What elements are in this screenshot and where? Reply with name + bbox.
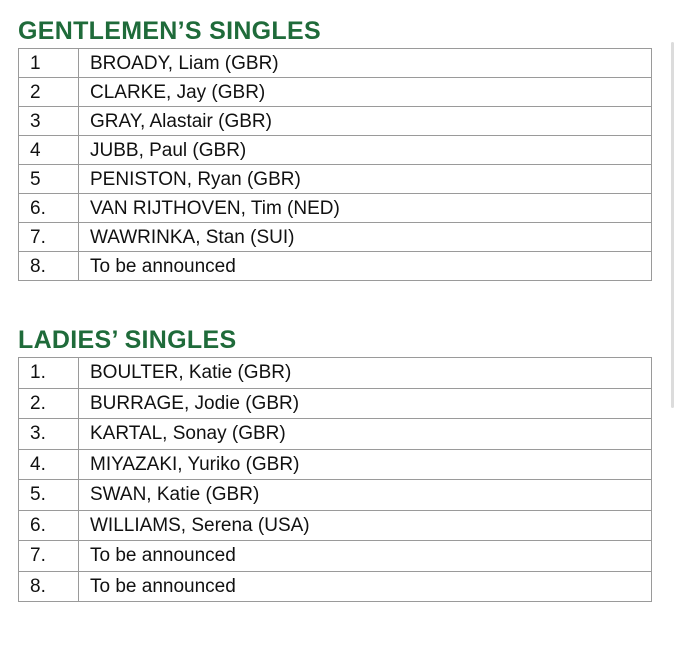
gentlemens-singles-title: GENTLEMEN’S SINGLES	[18, 17, 321, 45]
table-row	[19, 419, 652, 450]
table-row	[19, 136, 652, 165]
gentlemens-singles-rows	[19, 49, 652, 281]
ladies-singles-rows	[19, 358, 652, 602]
seed-number: 2.	[19, 388, 79, 419]
player-name: To be announced	[79, 541, 652, 572]
player-name: BURRAGE, Jodie (GBR)	[79, 388, 652, 419]
seed-number: 6.	[19, 510, 79, 541]
table-row	[19, 510, 652, 541]
seed-number: 7.	[19, 541, 79, 572]
table-row	[19, 107, 652, 136]
player-name: VAN RIJTHOVEN, Tim (NED)	[79, 194, 652, 223]
table-row	[19, 541, 652, 572]
player-name: MIYAZAKI, Yuriko (GBR)	[79, 449, 652, 480]
player-name: BOULTER, Katie (GBR)	[79, 358, 652, 389]
seed-number: 1	[19, 49, 79, 78]
seed-number: 8.	[19, 571, 79, 602]
player-name: WAWRINKA, Stan (SUI)	[79, 223, 652, 252]
table-row	[19, 252, 652, 281]
player-name: PENISTON, Ryan (GBR)	[79, 165, 652, 194]
table-row	[19, 480, 652, 511]
seed-number: 5	[19, 165, 79, 194]
ladies-singles-title: LADIES’ SINGLES	[18, 326, 237, 354]
player-name: To be announced	[79, 252, 652, 281]
player-name: To be announced	[79, 571, 652, 602]
player-name: GRAY, Alastair (GBR)	[79, 107, 652, 136]
table-row	[19, 358, 652, 389]
table-row	[19, 165, 652, 194]
seed-number: 2	[19, 78, 79, 107]
table-row	[19, 449, 652, 480]
seed-number: 3.	[19, 419, 79, 450]
seed-number: 6.	[19, 194, 79, 223]
seed-number: 4.	[19, 449, 79, 480]
gentlemens-singles-table	[18, 48, 652, 281]
player-name: JUBB, Paul (GBR)	[79, 136, 652, 165]
table-row	[19, 49, 652, 78]
seed-number: 3	[19, 107, 79, 136]
ladies-singles-table	[18, 357, 652, 602]
scrollbar[interactable]	[671, 42, 674, 408]
table-row	[19, 223, 652, 252]
player-name: CLARKE, Jay (GBR)	[79, 78, 652, 107]
seed-number: 7.	[19, 223, 79, 252]
seed-number: 5.	[19, 480, 79, 511]
table-row	[19, 78, 652, 107]
seed-number: 8.	[19, 252, 79, 281]
table-row	[19, 571, 652, 602]
player-name: WILLIAMS, Serena (USA)	[79, 510, 652, 541]
player-name: BROADY, Liam (GBR)	[79, 49, 652, 78]
table-row	[19, 194, 652, 223]
seed-number: 1.	[19, 358, 79, 389]
seed-number: 4	[19, 136, 79, 165]
player-name: SWAN, Katie (GBR)	[79, 480, 652, 511]
player-name: KARTAL, Sonay (GBR)	[79, 419, 652, 450]
table-row	[19, 388, 652, 419]
